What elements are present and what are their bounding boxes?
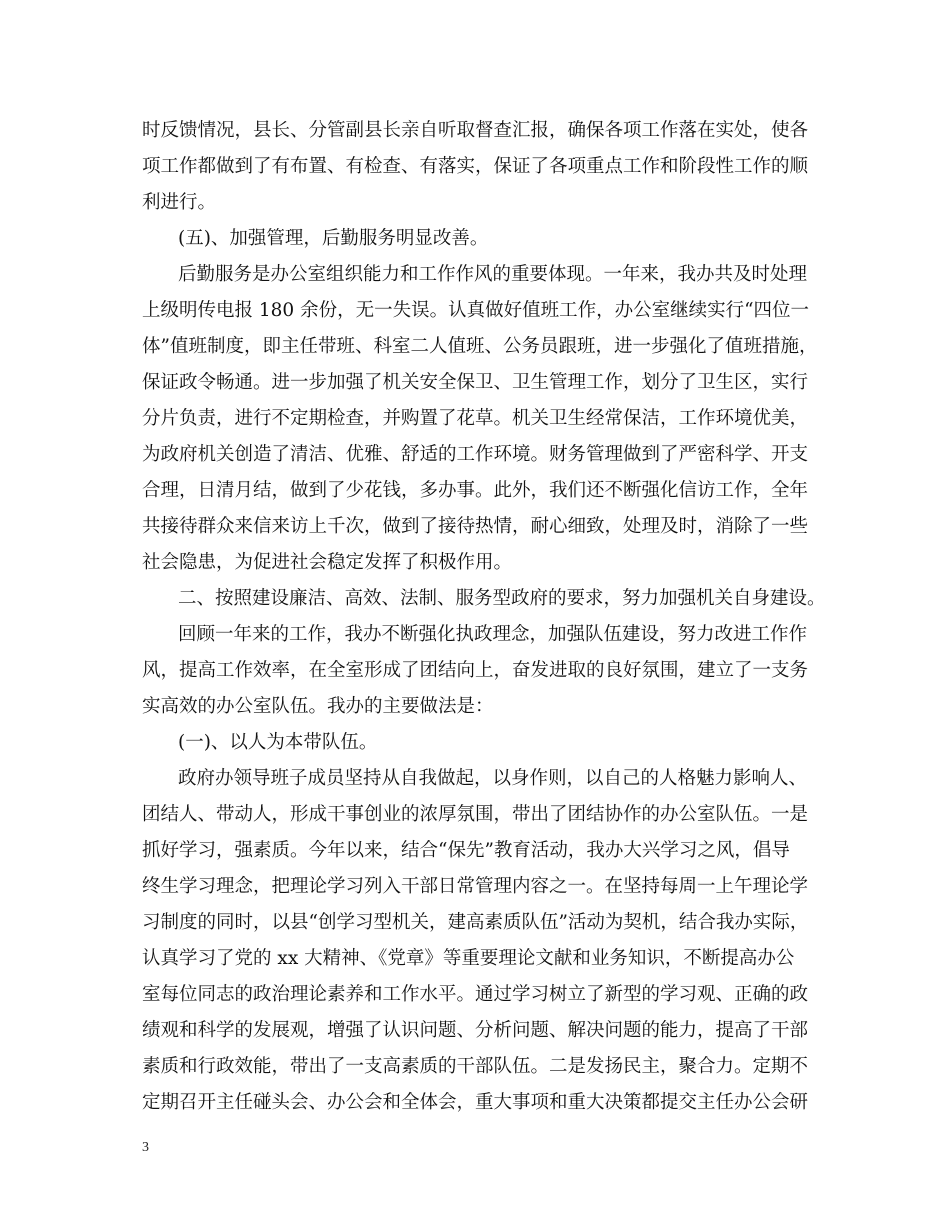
text-line: 定期召开主任碰头会、办公会和全体会，重大事项和重大决策都提交主任办公会研 (142, 1092, 809, 1113)
text-line: 共接待群众来信来访上千次，做到了接待热情，耐心细致，处理及时，消除了一些 (142, 516, 809, 537)
text-line: 分片负责，进行不定期检查，并购置了花草。机关卫生经常保洁，工作环境优美， (142, 408, 809, 429)
text-line: 时反馈情况，县长、分管副县长亲自听取督查汇报，确保各项工作落在实处，使各 (142, 120, 809, 141)
paragraph-start: 回顾一年来的工作，我办不断强化执政理念，加强队伍建设，努力改进工作作 (178, 624, 808, 645)
text-line: 终生学习理念，把理论学习列入干部日常管理内容之一。在坚持每周一上午理论学 (142, 876, 809, 897)
text-line: 为政府机关创造了清洁、优雅、舒适的工作环境。财务管理做到了严密科学、开支 (142, 444, 809, 465)
text-line: 风，提高工作效率，在全室形成了团结向上，奋发进取的良好氛围，建立了一支务 (142, 660, 809, 681)
text-line: 项工作都做到了有布置、有检查、有落实，保证了各项重点工作和阶段性工作的顺 (142, 156, 809, 177)
paragraph-start: 政府办领导班子成员坚持从自我做起，以身作则，以自己的人格魅力影响人、 (178, 768, 808, 789)
text-line: 室每位同志的政治理论素养和工作水平。通过学习树立了新型的学习观、正确的政 (142, 984, 809, 1005)
text-line: 习制度的同时，以县“创学习型机关，建高素质队伍”活动为契机，结合我办实际， (142, 912, 809, 933)
text-line: 抓好学习，强素质。今年以来，结合“保先”教育活动，我办大兴学习之风，倡导 (142, 840, 790, 861)
section-heading: 二、按照建设廉洁、高效、法制、服务型政府的要求，努力加强机关自身建设。 (178, 588, 826, 609)
text-line: 合理，日清月结，做到了少花钱，多办事。此外，我们还不断强化信访工作，全年 (142, 480, 809, 501)
text-line: 利进行。 (142, 192, 217, 213)
paragraph-start: 后勤服务是办公室组织能力和工作作风的重要体现。一年来，我办共及时处理 (178, 264, 808, 285)
text-line: 体”值班制度，即主任带班、科室二人值班、公务员跟班，进一步强化了值班措施， (142, 336, 818, 357)
text-line: 素质和行政效能，带出了一支高素质的干部队伍。二是发扬民主，聚合力。定期不 (142, 1056, 809, 1077)
text-line: 绩观和科学的发展观，增强了认识问题、分析问题、解决问题的能力，提高了干部 (142, 1020, 809, 1041)
text-line: 保证政令畅通。进一步加强了机关安全保卫、卫生管理工作，划分了卫生区，实行 (142, 372, 809, 393)
text-line: 团结人、带动人，形成干事创业的浓厚氛围，带出了团结协作的办公室队伍。一是 (142, 804, 809, 825)
text-line: 上级明传电报 180 余份，无一失误。认真做好值班工作，办公室继续实行“四位一 (142, 300, 810, 321)
text-line: 社会隐患，为促进社会稳定发挥了积极作用。 (142, 552, 513, 573)
text-line: 实高效的办公室队伍。我办的主要做法是： (142, 696, 494, 717)
text-line: 认真学习了党的 xx 大精神、《党章》等重要理论文献和业务知识，不断提高办公 (142, 948, 795, 969)
section-heading: (一)、以人为本带队伍。 (178, 732, 378, 753)
page-number: 3 (142, 1140, 149, 1155)
section-heading: (五)、加强管理，后勤服务明显改善。 (178, 228, 489, 249)
